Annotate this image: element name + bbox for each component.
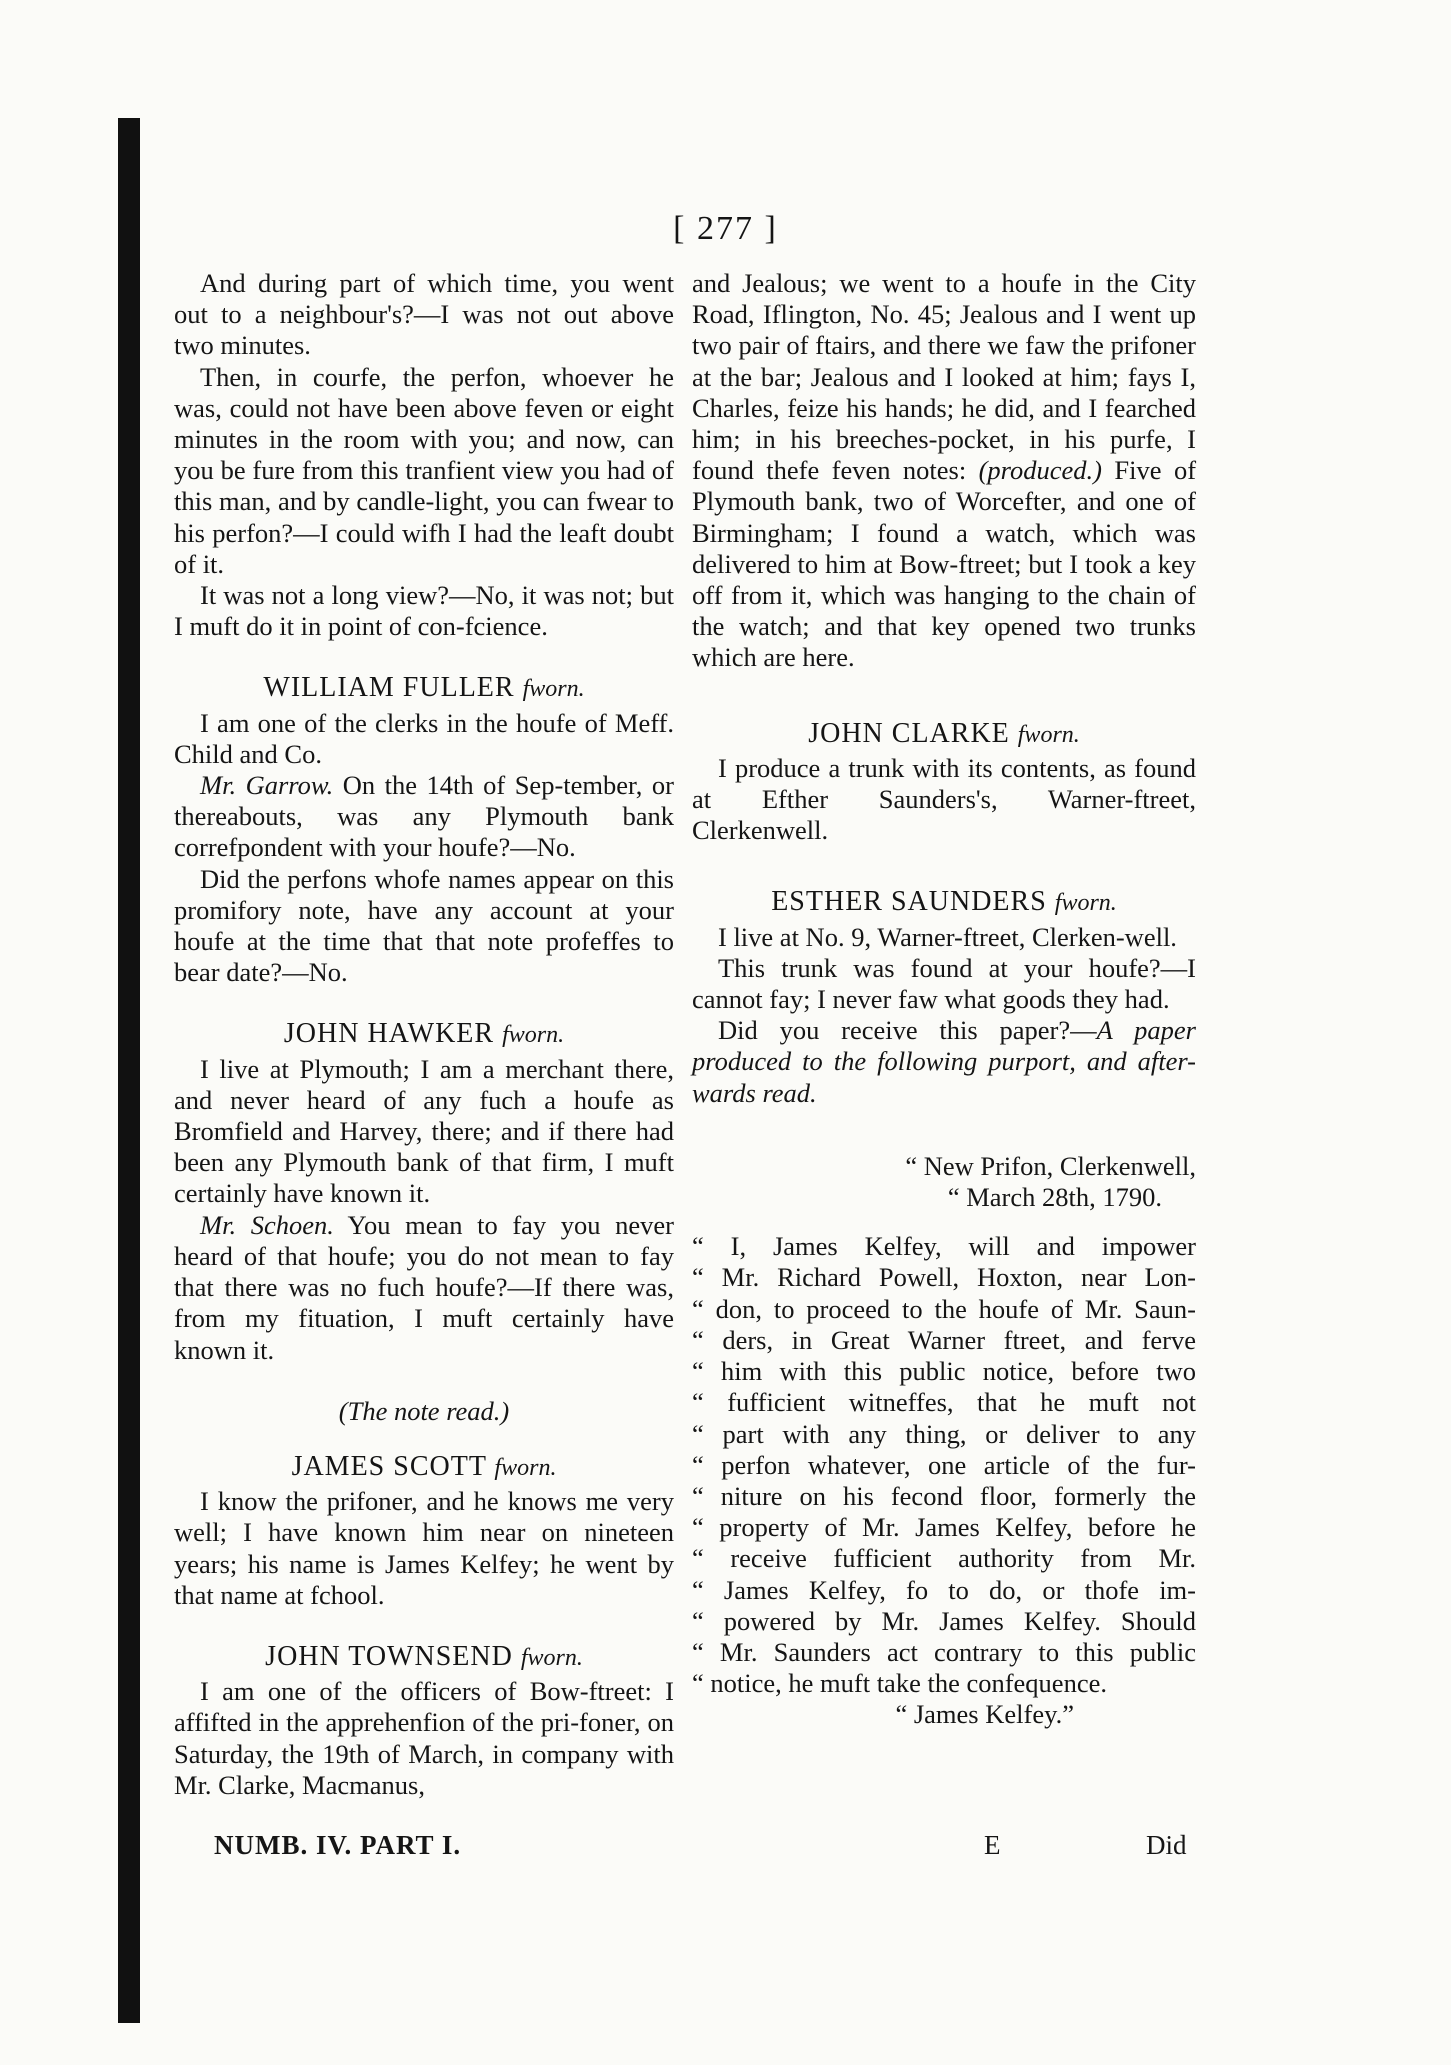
letter-signature: “ James Kelfey.” (895, 1699, 1074, 1730)
letter-line: “ don, to proceed to the houfe of Mr. Saun- (692, 1293, 1196, 1324)
letter-line: “ Mr. Saunders act contrary to this public (692, 1636, 1196, 1667)
catchword: Did (1146, 1830, 1187, 1860)
witness-name: JOHN HAWKER (283, 1018, 495, 1050)
paragraph (174, 770, 674, 864)
witness-heading-hawker (174, 1018, 674, 1051)
letter-body (692, 1231, 1196, 1699)
sworn-label: fworn. (520, 1644, 583, 1671)
stage-direction: A paper produced to the following purport, and after-wards read. (692, 1015, 1196, 1108)
letter-line: “ fufficient witneffes, that he muft not (692, 1387, 1196, 1418)
witness-heading-saunders (692, 886, 1196, 919)
paragraph: I live at No. 9, Warner-ftreet, Clerken-well. (718, 921, 1177, 952)
paragraph-text: On the 14th of Sep-tember, or thereabouts, was any Plymouth bank correfpondent with your houfe?—No. (174, 770, 674, 863)
witness-heading-scott (174, 1451, 674, 1484)
letter-line: “ him with this public notice, before two (692, 1356, 1196, 1387)
witness-heading-fuller (174, 672, 674, 705)
sworn-label: fworn. (522, 676, 585, 703)
gathering-letter: E (984, 1830, 1001, 1860)
sworn-label: fworn. (1017, 721, 1080, 748)
witness-name: JOHN TOWNSEND (265, 1640, 513, 1672)
stage-direction: (produced.) (978, 455, 1102, 486)
letter-line: “ James Kelfey, fo to do, or thofe im- (692, 1574, 1196, 1605)
right-column (692, 268, 1196, 1731)
witness-name: JOHN CLARKE (808, 717, 1010, 749)
paragraph: Then, in courfe, the perfon, whoever he was, could not have been above feven or eight minutes in the room with you; and now, can you be fure from this tranfient view you had of this man, and by candle-light, you can fwear to his perfon?—I could wifh I had the leaft doubt of it. (174, 361, 674, 579)
letter-line: “ property of Mr. James Kelfey, before he (692, 1512, 1196, 1543)
paragraph: I am one of the officers of Bow-ftreet: I affifted in the apprehenfion of the pri-foner, on Saturday, the 19th of March, in company with Mr. Clarke, Macmanus, (174, 1676, 674, 1800)
paragraph (692, 1015, 1196, 1109)
signature-mark: NUMB. IV. PART I. (214, 1830, 462, 1860)
letter-line: “ receive fufficient authority from Mr. (692, 1543, 1196, 1574)
paragraph-text: You mean to fay you never heard of that houfe; you do not mean to fay that there was no fuch houfe?—If there was, from my fituation, I muft certainly have known it. (174, 1209, 674, 1365)
witness-name: ESTHER SAUNDERS (771, 886, 1047, 918)
paragraph (692, 268, 1196, 674)
paragraph: I know the prifoner, and he knows me very well; I have known him near on nineteen years; his name is James Kelfey; he went by that name at fchool. (174, 1486, 674, 1610)
paragraph: Did the perfons whofe names appear on this promifory note, have any account at your houfe at the time that that note profeffes to bear date?—No. (174, 863, 674, 988)
left-column (174, 268, 674, 1801)
letter-heading (692, 1151, 1196, 1213)
paragraph-text: Did you receive this paper?— (718, 1015, 1097, 1046)
letter-line: “ I, James Kelfey, will and impower (692, 1231, 1196, 1262)
paragraph: It was not a long view?—No, it was not; but I muft do it in point of con-fcience. (174, 580, 674, 642)
paragraph-text: Five of Plymouth bank, two of Worcefter, and one of Birmingham; I found a watch, which was delivered to him at Bow-ftreet; but I took a key off from it, which was hanging to the chain of the watch; and that key opened two trunks which are here. (692, 455, 1197, 673)
paragraph: I produce a trunk with its contents, as found at Efther Saunders's, Warner-ftreet, Clerkenwell. (692, 752, 1196, 846)
paragraph (174, 1210, 674, 1366)
letter-line: “ notice, he muft take the confequence. (692, 1668, 1107, 1699)
speaker: Mr. Schoen. (200, 1209, 334, 1240)
page-number: [ 277 ] (673, 210, 778, 247)
note-read: (The note read.) (338, 1395, 510, 1426)
letter-line: “ Mr. Richard Powell, Hoxton, near Lon- (692, 1262, 1196, 1293)
letter-line: “ ders, in Great Warner ftreet, and ferve (692, 1324, 1196, 1355)
paragraph: I live at Plymouth; I am a merchant there, and never heard of any fuch a houfe as Bromfield and Harvey, there; and if there had been any Plymouth bank of that firm, I muft certainly have known it. (174, 1053, 674, 1209)
paragraph: This trunk was found at your houfe?—I cannot fay; I never faw what goods they had. (692, 952, 1196, 1015)
letter-line: “ perfon whatever, one article of the fur- (692, 1449, 1196, 1480)
witness-heading-clarke (692, 718, 1196, 751)
sworn-label: fworn. (502, 1022, 565, 1049)
letter-line: “ part with any thing, or deliver to any (692, 1418, 1196, 1449)
paragraph: And during part of which time, you went out to a neighbour's?—I was not out above two minutes. (174, 268, 674, 361)
letter-line: “ powered by Mr. James Kelfey. Should (692, 1605, 1196, 1636)
letter-date: “ March 28th, 1790. (947, 1182, 1162, 1213)
speaker: Mr. Garrow. (200, 770, 334, 801)
witness-heading-townsend (174, 1641, 674, 1674)
binding-shadow (118, 118, 140, 2023)
sworn-label: fworn. (494, 1454, 557, 1481)
witness-name: JAMES SCOTT (291, 1450, 487, 1482)
paragraph-text: and Jealous; we went to a houfe in the City Road, Iflington, No. 45; Jealous and I went up two pair of ftairs, and there we faw the prifoner at the bar; Jealous and I looked at him; fays I, Charles, feize his hands; he did, and I fearched him; in his breeches-pocket, in his purfe, I found thefe feven notes: (692, 268, 1196, 486)
witness-name: WILLIAM FULLER (263, 672, 515, 704)
paragraph: I am one of the clerks in the houfe of Meff. Child and Co. (174, 707, 674, 769)
letter-place: “ New Prifon, Clerkenwell, (905, 1150, 1196, 1181)
sworn-label: fworn. (1054, 890, 1117, 917)
letter-line: “ niture on his fecond floor, formerly the (692, 1480, 1196, 1511)
